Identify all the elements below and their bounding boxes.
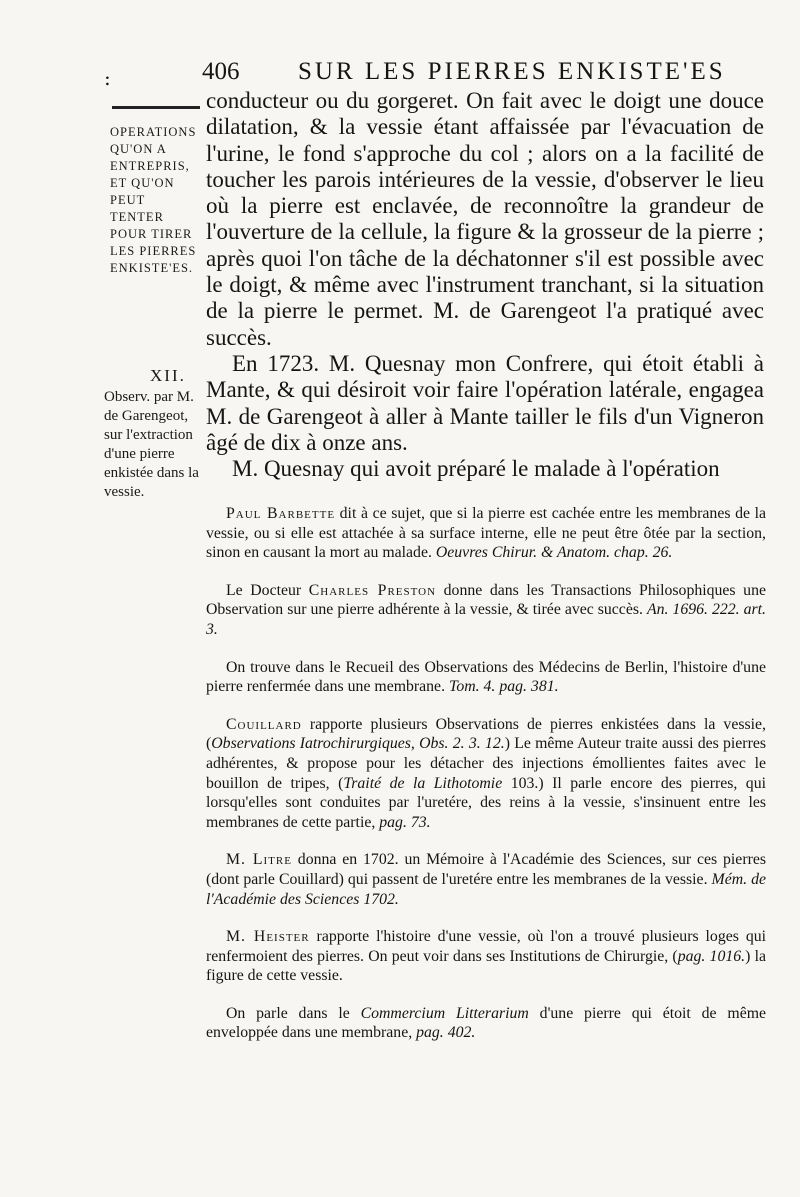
footnotes [206, 504, 766, 1061]
margin-note-operations: OPERATIONS QU'ON A ENTREPRIS, ET QU'ON PEUT TENTER POUR TIRER LES PIERRES ENKISTE'ES. [110, 125, 197, 275]
footnote-reference: Mém. de l'Académie des Sciences 1702. [206, 870, 766, 908]
footnote-author: Couillard [226, 715, 302, 733]
page-number: 406 [202, 58, 240, 85]
main-paragraph-2: En 1723. M. Quesnay mon Confrere, qui étoit établi à Mante, & qui désiroit voir faire l'opération latérale, engagea M. de Garengeot à aller à Mante tailler le fils d'un Vigneron âgé de dix à onze ans. [206, 350, 764, 455]
main-text [206, 88, 764, 482]
footnote-reference: pag. 73. [379, 813, 431, 831]
footnote-barbette: Paul Barbette dit à ce sujet, que si la pierre est cachée entre les membranes de la vessie, ou si elle est attachée à sa surface interne, elle ne peut être ôtée par la section, sinon en causant la mort au malade. Oeuvres Chirur. & Anatom. chap. 26. [206, 505, 767, 562]
footnote-author: Charles Preston [308, 581, 437, 599]
footnote-reference: pag. 402. [416, 1024, 476, 1042]
main-paragraph-1: conducteur ou du gorgeret. On fait avec le doigt une douce dilatation, & la vessie étant affaissée par l'évacuation de l'urine, le fond s'approche du col ; alors on a la facilité de toucher les parois intérieures de la vessie, d'observer le lieu où la pierre est enclavée, de reconnoître la grandeur de l'ouverture de la cellule, la figure & la grosseur de la pierre ; après quoi l'on tâche de la déchatonner s'il est possible avec le doigt, & même avec l'instrument tranchant, si la situation de la pierre le permet. M. de Garengeot l'a pratiqué avec succès. [206, 88, 764, 350]
running-title: SUR LES PIERRES ENKISTE'ES [298, 58, 726, 85]
margin-rule [112, 106, 200, 109]
margin-note-observation: Observ. par M. de Garengeot, sur l'extraction d'une pierre enkistée dans la vessie. [104, 389, 199, 500]
footnote-litre: M. Litre donna en 1702. un Mémoire à l'Académie des Sciences, sur ces pierres (dont parle Couillard) qui passent de l'uretére entre les membranes de la vessie. Mém. de l'Académie des Sciences 1702. [206, 851, 766, 908]
footnote-heister: M. Heister rapporte l'histoire d'une vessie, où l'on a trouvé plusieurs loges qui renfermoient des pierres. On peut voir dans ses Institutions de Chirurgie, (pag. 1016.) la figure de cette vessie. [206, 928, 767, 985]
margin-note-number: XII. [150, 366, 186, 385]
footnote-berlin: On trouve dans le Recueil des Observations des Médecins de Berlin, l'histoire d'une pierre renfermée dans une membrane. Tom. 4. pag. 381. [206, 658, 766, 696]
footnote-reference: Tom. 4. pag. 381. [448, 678, 559, 696]
footnote-reference: An. 1696. 222. art. 3. [206, 601, 766, 638]
footnote-commercium: On parle dans le Commercium Litterarium d'une pierre qui étoit de même enveloppée dans une membrane, pag. 402. [206, 1004, 767, 1042]
footnote-preston: Le Docteur Charles Preston donne dans les Transactions Philosophiques une Observation sur une pierre adhérente à la vessie, & tirée avec succès. An. 1696. 222. art. 3. [206, 581, 766, 638]
main-paragraph-3: M. Quesnay qui avoit préparé le malade à l'opération [232, 456, 720, 482]
footnote-author: M. Litre [226, 851, 292, 869]
footnote-couillard: Couillard rapporte plusieurs Observations de pierres enkistées dans la vessie, (Observations Iatrochirurgiques, Obs. 2. 3. 12.) Le même Auteur traite aussi des pierres adhérentes, & propose pour les détacher des injections émollientes faites avec le bouillon de tripes, (Traité de la Lithotomie 103.) Il parle encore des pierres, qui lorsqu'elles sont conduites par l'uretére, des reins à la vessie, s'insinuent entre les membranes de cette partie, pag. 73. [206, 715, 766, 831]
footnote-reference: Traité de la Lithotomie [343, 774, 503, 792]
page-header [200, 58, 780, 92]
footnote-reference: pag. 1016. [677, 947, 746, 965]
footnote-author: Paul Barbette [226, 505, 336, 522]
footnote-reference: Observations Iatrochirurgiques, Obs. 2. 3. 12. [211, 735, 505, 753]
footnote-author: M. Heister [226, 928, 310, 946]
margin-mark: : [104, 66, 111, 90]
footnote-reference: Oeuvres Chirur. & Anatom. chap. 26. [435, 544, 673, 562]
footnote-reference: Commercium Litterarium [360, 1004, 529, 1022]
